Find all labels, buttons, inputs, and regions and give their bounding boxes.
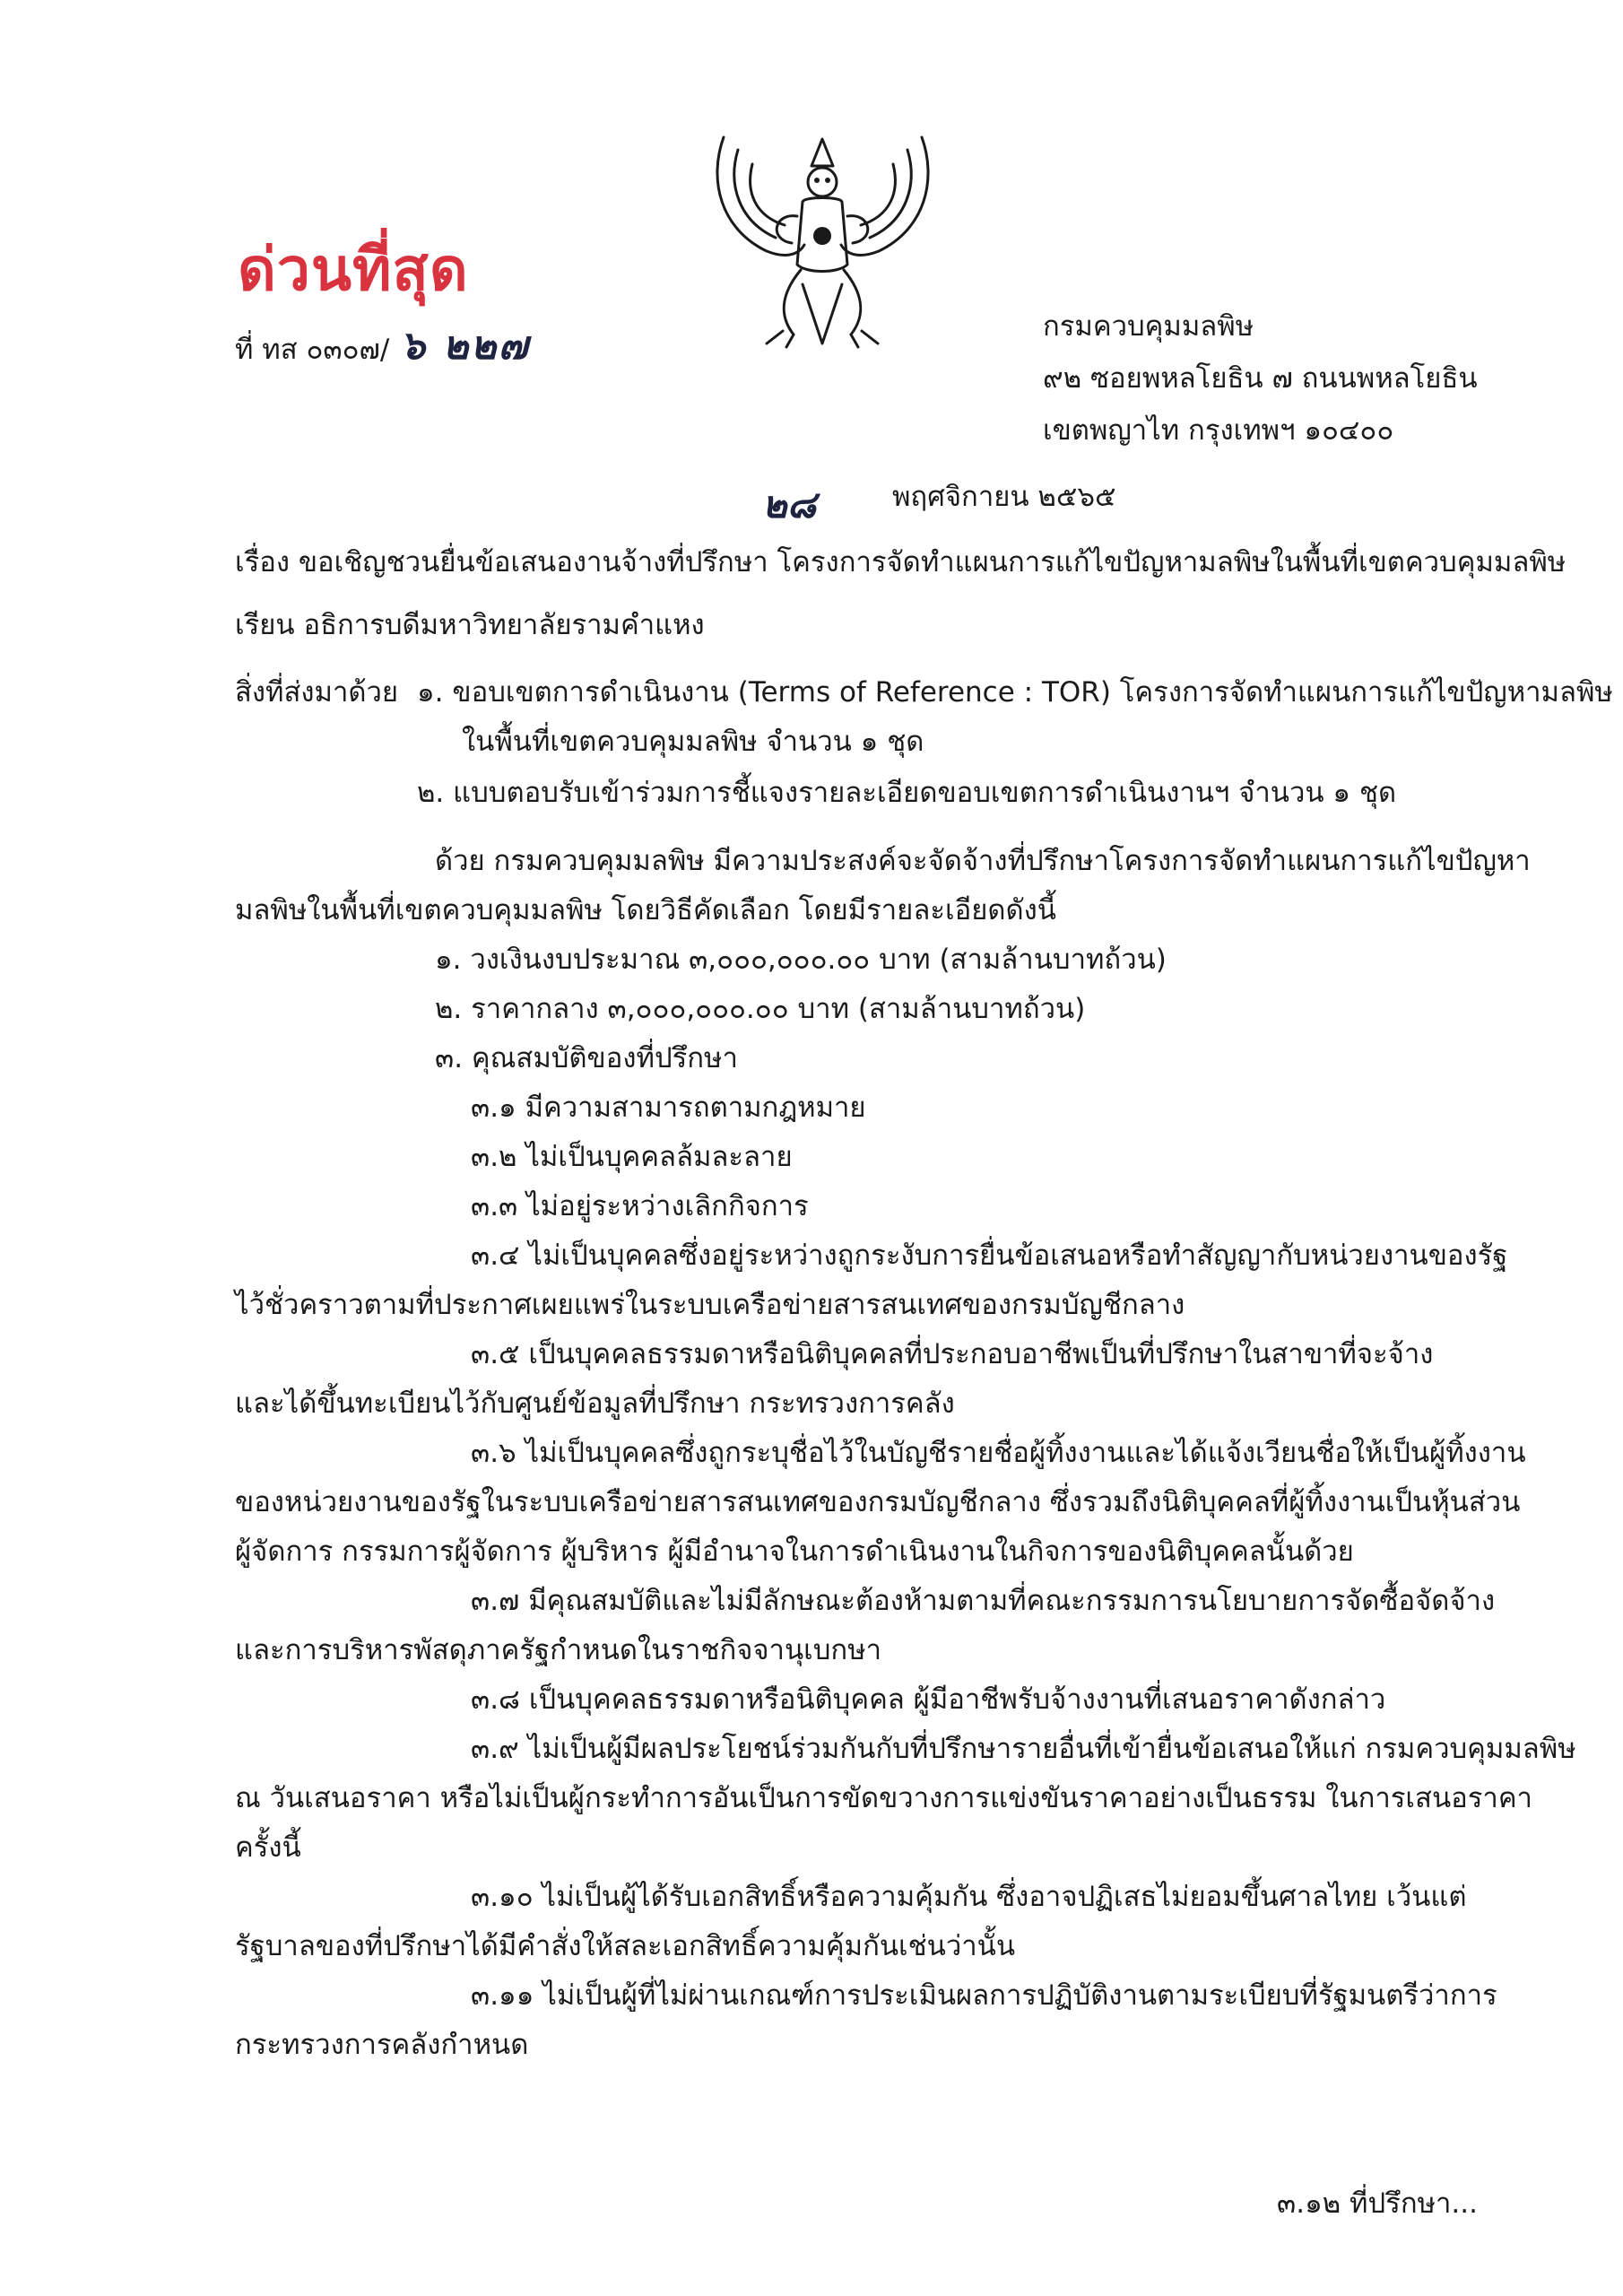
body-line: ๓. คุณสมบัติของที่ปรึกษา [435,1042,738,1074]
body-line: ๓.๒ ไม่เป็นบุคคลล้มละลาย [471,1141,793,1173]
body-line: ๓.๙ ไม่เป็นผู้มีผลประโยชน์ร่วมกันกับที่ปรึกษารายอื่นที่เข้ายื่นข้อเสนอให้แก่ กรมควบคุมมลพิษ [471,1733,1576,1765]
body-line: ๓.๖ ไม่เป็นบุคคลซึ่งถูกระบุชื่อไว้ในบัญชีรายชื่อผู้ทิ้งงานและได้แจ้งเวียนชื่อให้เป็นผู้ทิ้งงาน [471,1437,1526,1469]
sender-address-line1: กรมควบคุมมลพิษ [1043,310,1254,343]
body-line: ไว้ชั่วคราวตามที่ประกาศเผยแพร่ในระบบเครือข่ายสารสนเทศของกรมบัญชีกลาง [235,1289,1185,1321]
document-number [235,314,530,377]
sender-address-line2: ๙๒ ซอยพหลโยธิน ๗ ถนนพหลโยธิน [1043,362,1478,395]
body-line: รัฐบาลของที่ปรึกษาได้มีคำสั่งให้สละเอกสิทธิ์ความคุ้มกันเช่นว่านั้น [235,1930,1016,1962]
subject-line: เรื่อง ขอเชิญชวนยื่นข้อเสนองานจ้างที่ปรึกษา โครงการจัดทำแผนการแก้ไขปัญหามลพิษในพื้นที่เขตควบคุมมลพิษ [235,546,1567,578]
body-line: กระทรวงการคลังกำหนด [235,2029,529,2061]
body-line: ๓.๕ เป็นบุคคลธรรมดาหรือนิติบุคคลที่ประกอบอาชีพเป็นที่ปรึกษาในสาขาที่จะจ้าง [471,1338,1434,1370]
body-line: ด้วย กรมควบคุมมลพิษ มีความประสงค์จะจัดจ้างที่ปรึกษาโครงการจัดทำแผนการแก้ไขปัญหา [435,845,1531,877]
date-month-year: พฤศจิกายน ๒๕๖๕ [892,481,1116,513]
body-line: ๓.๘ เป็นบุคคลธรรมดาหรือนิติบุคคล ผู้มีอาชีพรับจ้างงานที่เสนอราคาดังกล่าว [471,1683,1386,1716]
date-day-handwritten: ๒๘ [762,483,817,526]
body-line: ของหน่วยงานของรัฐในระบบเครือข่ายสารสนเทศของกรมบัญชีกลาง ซึ่งรวมถึงนิติบุคคลที่ผู้ทิ้งงานเป็นหุ้นส่วน [235,1486,1521,1518]
body-line: ๓.๓ ไม่อยู่ระหว่างเลิกกิจการ [471,1190,809,1222]
body-line: ผู้จัดการ กรรมการผู้จัดการ ผู้บริหาร ผู้มีอำนาจในการดำเนินงานในกิจการของนิติบุคคลนั้นด้วย [235,1535,1354,1568]
body-line: ครั้งนี้ [235,1831,301,1864]
body-line: ๓.๔ ไม่เป็นบุคคลซึ่งอยู่ระหว่างถูกระงับการยื่นข้อเสนอหรือทำสัญญากับหน่วยงานของรัฐ [471,1239,1508,1272]
garuda-emblem-icon [704,130,942,350]
body-line: ๓.๑๐ ไม่เป็นผู้ได้รับเอกสิทธิ์หรือความคุ้มกัน ซึ่งอาจปฏิเสธไม่ยอมขึ้นศาลไทย เว้นแต่ [471,1881,1467,1913]
body-line: ๑. วงเงินงบประมาณ ๓,๐๐๐,๐๐๐.๐๐ บาท (สามล้านบาทถ้วน) [435,944,1167,976]
sender-address-line3: เขตพญาไท กรุงเทพฯ ๑๐๔๐๐ [1043,414,1394,447]
body-line: ๒. ราคากลาง ๓,๐๐๐,๐๐๐.๐๐ บาท (สามล้านบาทถ้วน) [435,993,1086,1025]
body-line: ๓.๑๑ ไม่เป็นผู้ที่ไม่ผ่านเกณฑ์การประเมินผลการปฏิบัติงานตามระเบียบที่รัฐมนตรีว่าการ [471,1979,1497,2012]
body-line: และการบริหารพัสดุภาครัฐกำหนดในราชกิจจานุเบกษา [235,1634,882,1666]
body-line: และได้ขึ้นทะเบียนไว้กับศูนย์ข้อมูลที่ปรึกษา กระทรวงการคลัง [235,1387,955,1420]
urgency-stamp: ด่วนที่สุด [238,234,469,304]
continuation-marker: ๓.๑๒ ที่ปรึกษา... [1277,2187,1478,2220]
body-line: ๓.๗ มีคุณสมบัติและไม่มีลักษณะต้องห้ามตามที่คณะกรรมการนโยบายการจัดซื้อจัดจ้าง [471,1585,1496,1617]
enclosure-item-2: ๒. แบบตอบรับเข้าร่วมการชี้แจงรายละเอียดขอบเขตการดำเนินงานฯ จำนวน ๑ ชุด [417,777,1397,809]
doc-number-prefix: ที่ ทส ๐๓๐๗/ [235,334,390,366]
body-line: ณ วันเสนอราคา หรือไม่เป็นผู้กระทำการอันเป็นการขัดขวางการแข่งขันราคาอย่างเป็นธรรม ในการเสนอราคา [235,1782,1532,1814]
salutation: เรียน อธิการบดีมหาวิทยาลัยรามคำแหง [235,609,705,641]
enclosure-item-1-cont: ในพื้นที่เขตควบคุมมลพิษ จำนวน ๑ ชุด [462,726,924,758]
doc-number-handwritten: ๖ ๒๒๗ [400,323,530,369]
body-line: มลพิษในพื้นที่เขตควบคุมมลพิษ โดยวิธีคัดเลือก โดยมีรายละเอียดดังนี้ [235,894,1056,926]
enclosures-label: สิ่งที่ส่งมาด้วย [235,676,399,709]
body-line: ๓.๑ มีความสามารถตามกฎหมาย [471,1091,866,1124]
enclosure-item-1: ๑. ขอบเขตการดำเนินงาน (Terms of Reference : TOR) โครงการจัดทำแผนการแก้ไขปัญหามลพิษ [417,676,1613,709]
